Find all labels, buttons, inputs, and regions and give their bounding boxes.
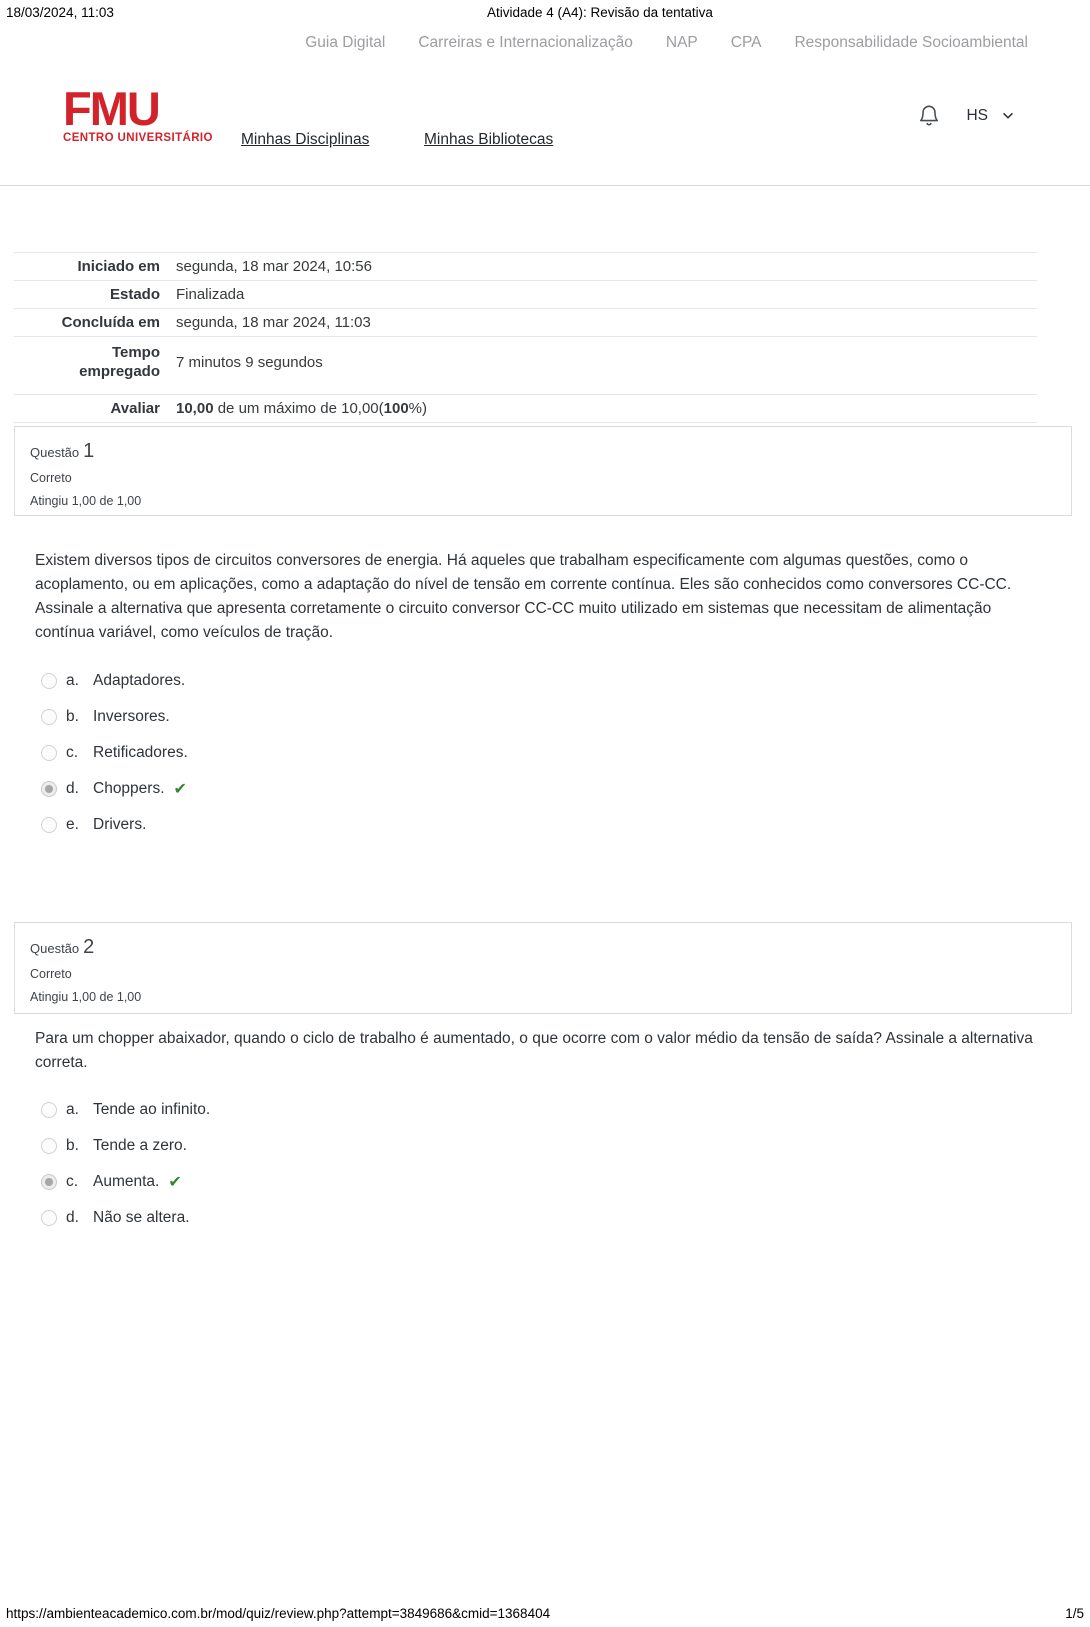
option-letter: b. — [66, 708, 79, 725]
radio-button[interactable] — [41, 709, 57, 725]
correct-check-icon: ✔ — [173, 781, 187, 798]
option-letter: b. — [66, 1137, 79, 1154]
answer-option — [41, 1207, 210, 1229]
question-2-options — [41, 1099, 210, 1243]
user-initials: HS — [966, 106, 988, 124]
option-letter: c. — [66, 744, 79, 761]
radio-dot — [45, 785, 53, 793]
summary-label: Avaliar — [110, 400, 160, 417]
attempt-summary-table — [14, 252, 1037, 423]
nav-item-nap[interactable]: NAP — [665, 34, 698, 51]
print-footer — [6, 1606, 1084, 1621]
summary-label: Concluída em — [61, 314, 160, 331]
answer-option — [41, 670, 188, 692]
option-text: Não se altera. — [93, 1209, 190, 1226]
header-divider — [0, 185, 1090, 186]
radio-dot — [45, 1178, 53, 1186]
question-1-options — [41, 670, 188, 850]
question-1-info-box — [14, 426, 1072, 516]
option-letter: d. — [66, 780, 79, 797]
fmu-logo-text: FMU — [63, 82, 159, 135]
site-header — [0, 82, 1090, 165]
print-datetime: 18/03/2024, 11:03 — [6, 5, 114, 20]
summary-value: segunda, 18 mar 2024, 11:03 — [176, 314, 371, 331]
radio-button[interactable] — [41, 1102, 57, 1118]
option-letter: e. — [66, 816, 79, 833]
print-page-title: Atividade 4 (A4): Revisão da tentativa — [487, 5, 713, 20]
question-2-text: Para um chopper abaixador, quando o ciclo de trabalho é aumentado, o que ocorre com o valor médio da tensão de saída? Assinale a alternativa correta. — [35, 1030, 1033, 1071]
answer-option — [41, 1135, 210, 1157]
option-letter: a. — [66, 1101, 79, 1118]
summary-row-estado — [14, 281, 1037, 309]
chevron-down-icon — [1001, 109, 1015, 123]
option-text: Choppers. — [93, 780, 165, 797]
question-state: Correto — [30, 967, 72, 981]
nav-item-carreiras[interactable]: Carreiras e Internacionalização — [418, 34, 633, 51]
answer-option — [41, 1171, 210, 1193]
summary-value: segunda, 18 mar 2024, 10:56 — [176, 258, 372, 275]
nav-item-responsabilidade[interactable]: Responsabilidade Socioambiental — [794, 34, 1028, 51]
question-state: Correto — [30, 471, 72, 485]
summary-row-tempo — [14, 337, 1037, 395]
question-1-text: Existem diversos tipos de circuitos conversores de energia. Há aqueles que trabalham especificamente com algumas questões, como o acoplamento, ou em aplicações, como a adaptação do nível de tensão em corrente contínua. Eles são conhecidos como conversores CC-CC. Assinale a alternativa que apresenta corretamente o circuito conversor CC-CC muito utilizado em sistemas que necessitam de alimentação contínua variável, como veículos de tração. — [35, 552, 1012, 641]
option-text: Adaptadores. — [93, 672, 186, 689]
user-menu[interactable] — [966, 107, 1015, 125]
radio-button[interactable] — [41, 817, 57, 833]
option-text: Drivers. — [93, 816, 147, 833]
option-letter: c. — [66, 1173, 79, 1190]
summary-value-grade: 10,00 de um máximo de 10,00(100%) — [176, 400, 428, 417]
answer-option — [41, 742, 188, 764]
option-letter: a. — [66, 672, 79, 689]
summary-value: Finalizada — [176, 286, 245, 303]
print-footer-page-indicator: 1/5 — [1065, 1606, 1084, 1621]
radio-button[interactable] — [41, 1174, 57, 1190]
option-text: Inversores. — [93, 708, 170, 725]
radio-button[interactable] — [41, 1210, 57, 1226]
answer-option — [41, 778, 188, 800]
radio-button[interactable] — [41, 1138, 57, 1154]
option-letter: d. — [66, 1209, 79, 1226]
nav-item-cpa[interactable]: CPA — [730, 34, 762, 51]
fmu-logo[interactable] — [63, 82, 213, 144]
question-number: Questão 1 — [30, 440, 95, 462]
summary-row-avaliar — [14, 395, 1037, 423]
radio-button[interactable] — [41, 673, 57, 689]
correct-check-icon: ✔ — [168, 1174, 182, 1191]
header-right-cluster — [918, 103, 1015, 128]
nav-link-minhas-disciplinas[interactable]: Minhas Disciplinas — [241, 131, 370, 148]
radio-button[interactable] — [41, 781, 57, 797]
answer-option — [41, 814, 188, 836]
option-text: Tende a zero. — [93, 1137, 187, 1154]
summary-label: Tempo empregado — [79, 344, 160, 380]
summary-value: 7 minutos 9 segundos — [176, 353, 323, 371]
answer-option — [41, 1099, 210, 1121]
question-number: Questão 2 — [30, 936, 95, 958]
summary-label: Iniciado em — [77, 258, 160, 275]
nav-link-minhas-bibliotecas[interactable]: Minhas Bibliotecas — [424, 131, 554, 148]
top-nav — [0, 34, 1028, 52]
option-text: Tende ao infinito. — [93, 1101, 211, 1118]
answer-option — [41, 706, 188, 728]
summary-label: Estado — [109, 286, 160, 303]
summary-row-iniciado — [14, 253, 1037, 281]
question-2-info-box — [14, 922, 1072, 1014]
question-points: Atingiu 1,00 de 1,00 — [30, 990, 142, 1004]
print-footer-url: https://ambienteacademico.com.br/mod/quiz/review.php?attempt=3849686&cmid=1368404 — [6, 1606, 551, 1621]
question-points: Atingiu 1,00 de 1,00 — [30, 494, 142, 508]
radio-button[interactable] — [41, 745, 57, 761]
fmu-logo-subtext: CENTRO UNIVERSITÁRIO — [63, 132, 213, 144]
option-text: Retificadores. — [93, 744, 188, 761]
option-text: Aumenta. — [93, 1173, 160, 1190]
summary-row-concluida — [14, 309, 1037, 337]
bell-icon[interactable] — [918, 103, 940, 128]
nav-item-guia-digital[interactable]: Guia Digital — [305, 34, 386, 51]
